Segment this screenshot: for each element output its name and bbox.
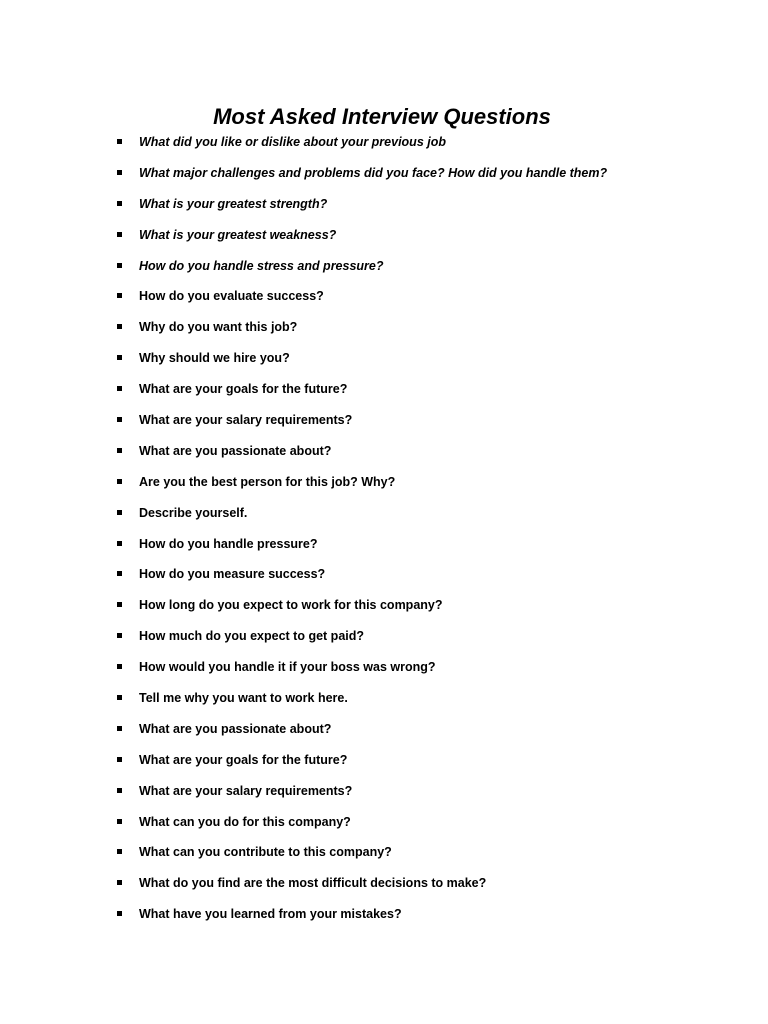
- square-bullet-icon: [117, 664, 122, 669]
- question-text: Why do you want this job?: [139, 320, 298, 335]
- list-item: [0, 621, 768, 652]
- question-text: What is your greatest strength?: [139, 196, 328, 211]
- square-bullet-icon: [117, 139, 122, 144]
- square-bullet-icon: [117, 880, 122, 885]
- square-bullet-icon: [117, 232, 122, 237]
- question-text: What are your salary requirements?: [139, 413, 353, 428]
- list-item: [0, 220, 768, 251]
- list-item: [0, 529, 768, 560]
- question-text: What are your goals for the future?: [139, 752, 348, 767]
- question-text: Are you the best person for this job? Why?: [139, 474, 396, 489]
- question-text: How do you handle stress and pressure?: [139, 258, 384, 273]
- list-item: [0, 498, 768, 529]
- list-item: [0, 899, 768, 930]
- list-item: [0, 652, 768, 683]
- question-text: What have you learned from your mistakes?: [139, 907, 402, 922]
- question-text: How much do you expect to get paid?: [139, 629, 365, 644]
- question-text: What is your greatest weakness?: [139, 227, 337, 242]
- question-text: What are you passionate about?: [139, 721, 332, 736]
- list-item: [0, 559, 768, 590]
- list-item: [0, 837, 768, 868]
- square-bullet-icon: [117, 571, 122, 576]
- square-bullet-icon: [117, 819, 122, 824]
- list-item: [0, 807, 768, 838]
- square-bullet-icon: [117, 602, 122, 607]
- square-bullet-icon: [117, 510, 122, 515]
- question-text: How would you handle it if your boss was wrong?: [139, 660, 436, 675]
- list-item: [0, 343, 768, 374]
- question-text: What do you find are the most difficult decisions to make?: [139, 876, 487, 891]
- square-bullet-icon: [117, 355, 122, 360]
- square-bullet-icon: [117, 633, 122, 638]
- question-text: What major challenges and problems did you face? How did you handle them?: [139, 165, 608, 180]
- square-bullet-icon: [117, 726, 122, 731]
- question-text: How long do you expect to work for this company?: [139, 598, 443, 613]
- square-bullet-icon: [117, 541, 122, 546]
- list-item: [0, 590, 768, 621]
- question-list: [0, 127, 768, 930]
- square-bullet-icon: [117, 417, 122, 422]
- question-text: What are your salary requirements?: [139, 783, 353, 798]
- list-item: [0, 312, 768, 343]
- question-text: Tell me why you want to work here.: [139, 691, 348, 706]
- question-text: What are you passionate about?: [139, 443, 332, 458]
- square-bullet-icon: [117, 263, 122, 268]
- list-item: [0, 281, 768, 312]
- square-bullet-icon: [117, 170, 122, 175]
- question-text: Describe yourself.: [139, 505, 248, 520]
- question-text: How do you measure success?: [139, 567, 326, 582]
- list-item: [0, 158, 768, 189]
- question-text: What did you like or dislike about your previous job: [139, 135, 446, 149]
- list-item: [0, 436, 768, 467]
- list-item: [0, 714, 768, 745]
- page-title: Most Asked Interview Questions: [213, 103, 551, 129]
- list-item: [0, 745, 768, 776]
- list-item: [0, 251, 768, 282]
- question-text: Why should we hire you?: [139, 351, 290, 366]
- square-bullet-icon: [117, 911, 122, 916]
- list-item: [0, 683, 768, 714]
- square-bullet-icon: [117, 788, 122, 793]
- question-text: What can you contribute to this company?: [139, 845, 392, 860]
- list-item: [0, 374, 768, 405]
- question-text: What are your goals for the future?: [139, 382, 348, 397]
- list-item: [0, 467, 768, 498]
- list-item: [0, 127, 768, 158]
- square-bullet-icon: [117, 201, 122, 206]
- list-item: [0, 776, 768, 807]
- square-bullet-icon: [117, 757, 122, 762]
- square-bullet-icon: [117, 479, 122, 484]
- question-text: How do you evaluate success?: [139, 289, 324, 304]
- list-item: [0, 405, 768, 436]
- square-bullet-icon: [117, 849, 122, 854]
- square-bullet-icon: [117, 695, 122, 700]
- list-item: [0, 189, 768, 220]
- list-item: [0, 868, 768, 899]
- square-bullet-icon: [117, 448, 122, 453]
- square-bullet-icon: [117, 386, 122, 391]
- square-bullet-icon: [117, 293, 122, 298]
- question-text: What can you do for this company?: [139, 814, 351, 829]
- question-text: How do you handle pressure?: [139, 536, 318, 551]
- square-bullet-icon: [117, 324, 122, 329]
